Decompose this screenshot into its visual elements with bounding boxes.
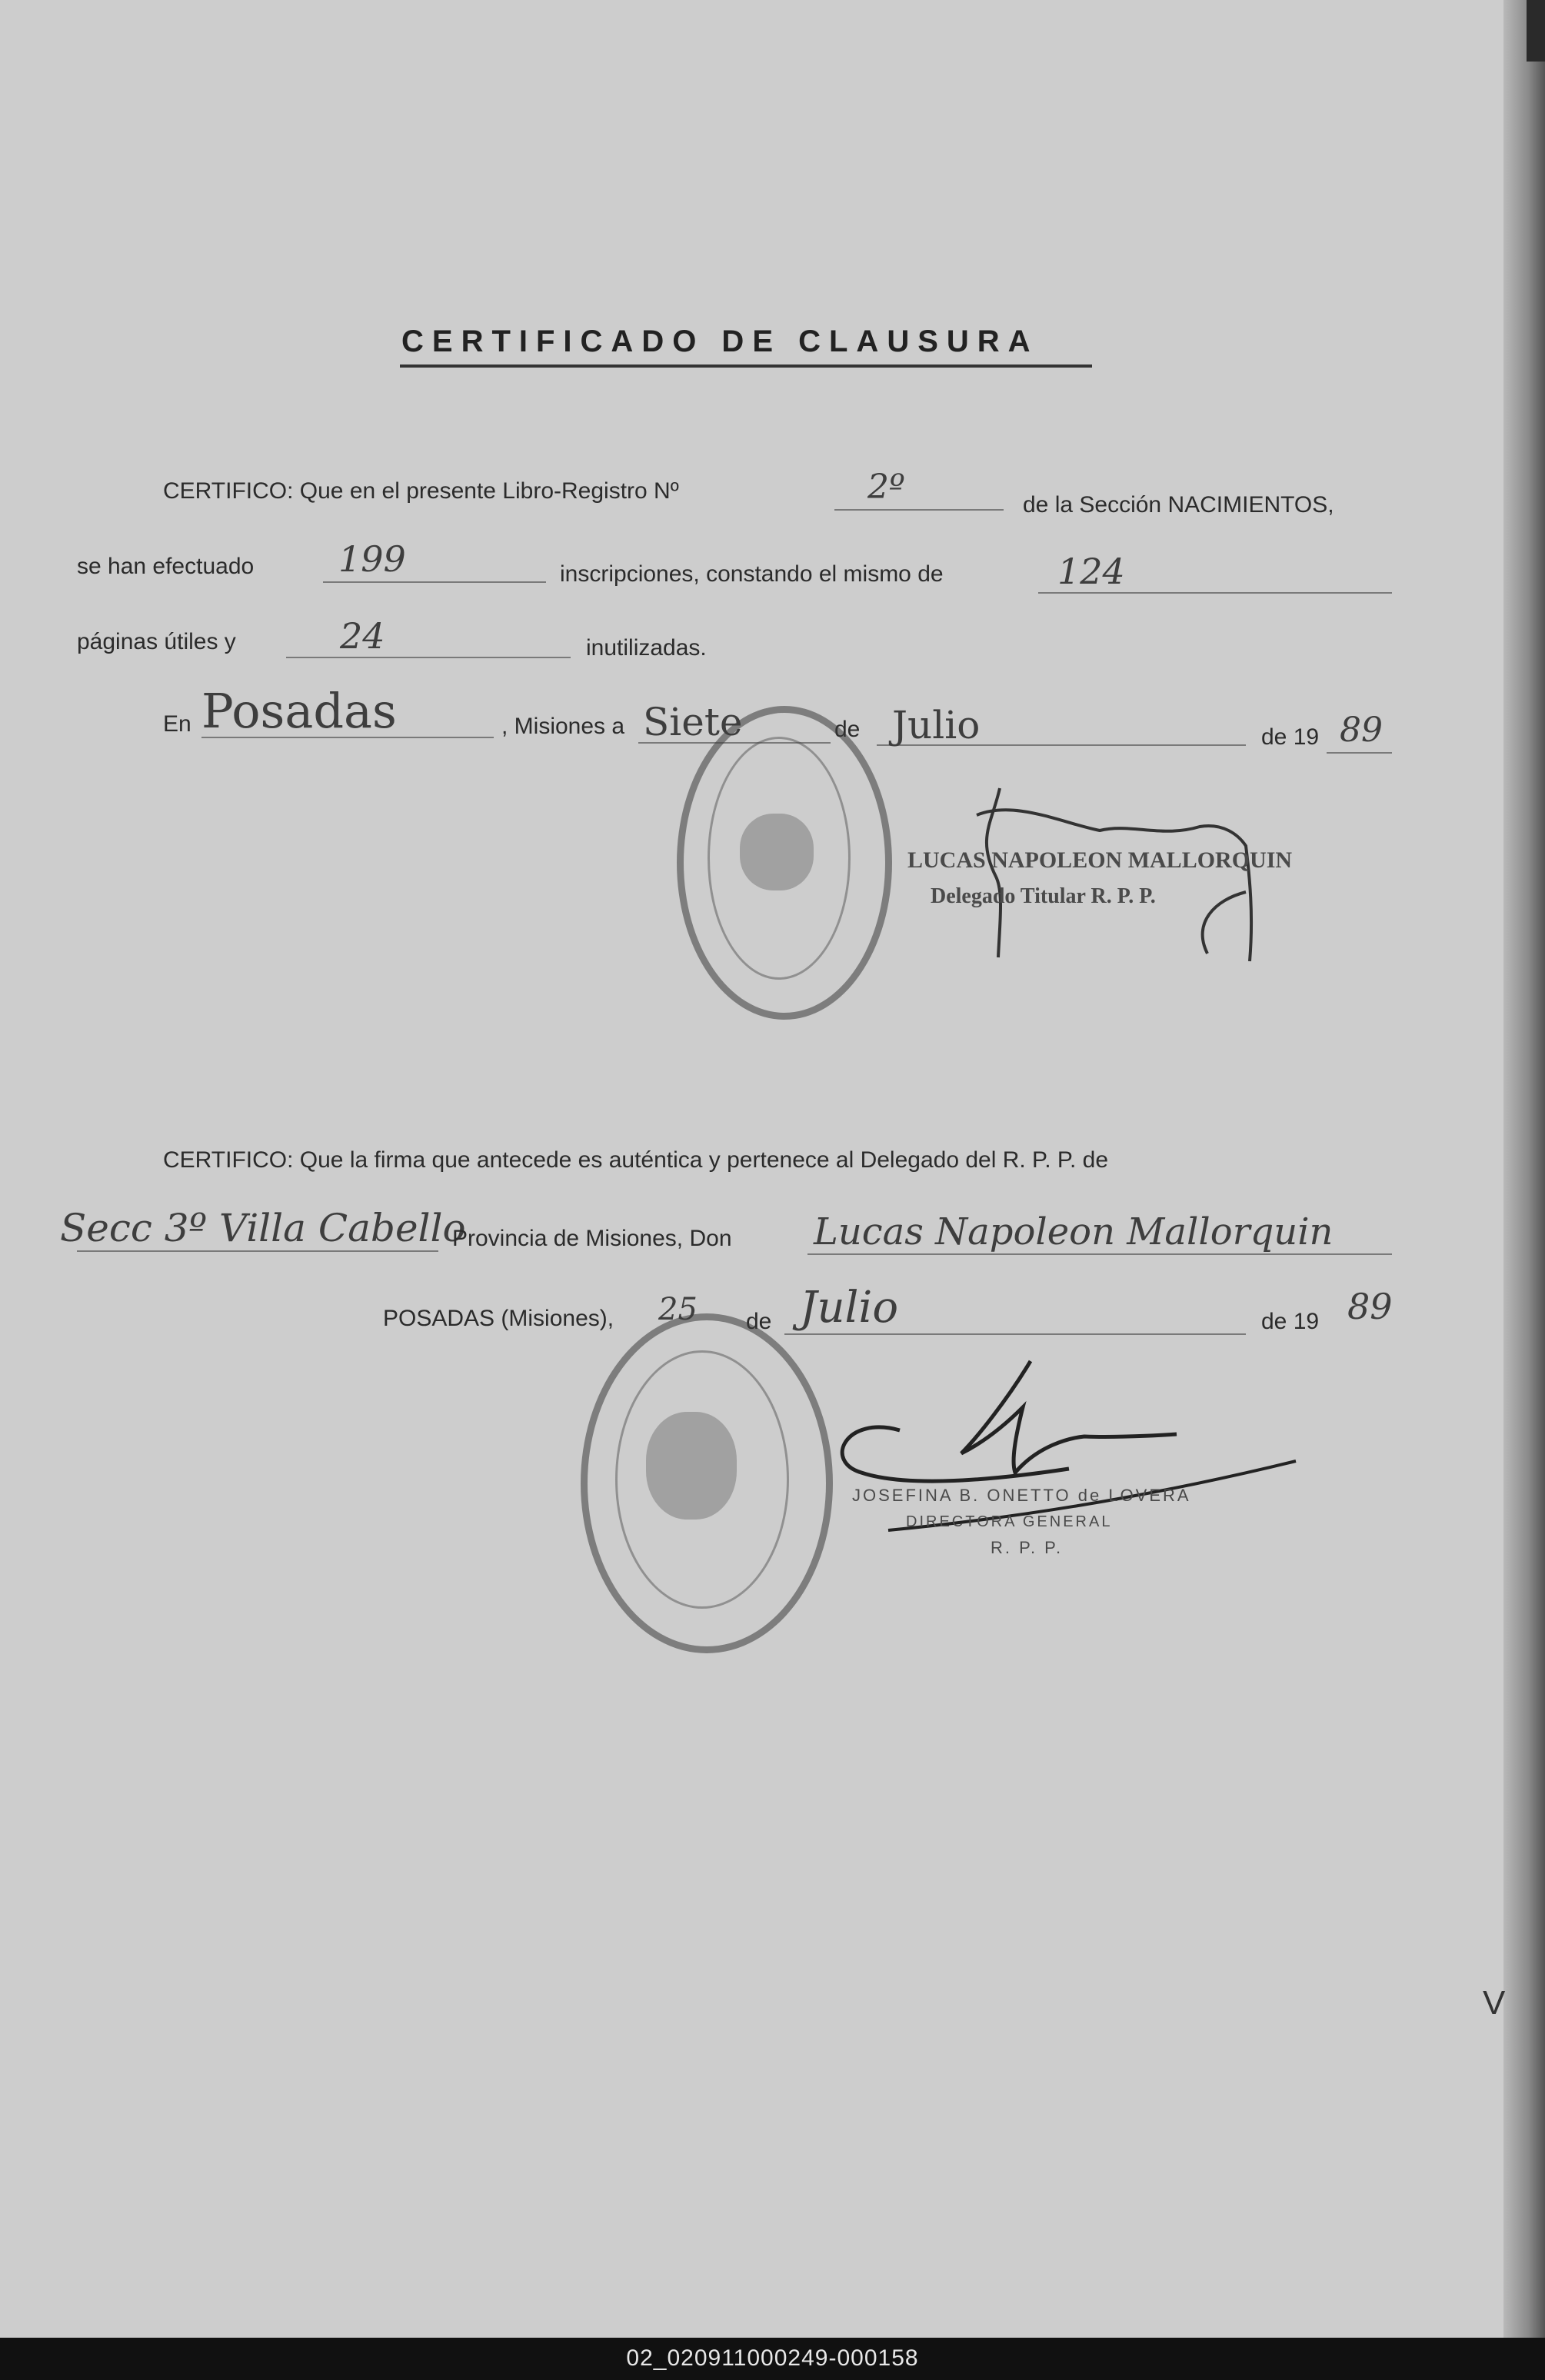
margin-mark: V xyxy=(1483,1984,1506,2022)
dia-value: Siete xyxy=(643,700,743,744)
legalizacion-line2-mid: Provincia de Misiones, Don xyxy=(452,1226,732,1251)
anio-value: 89 xyxy=(1340,711,1383,750)
seccion-value: Secc 3º Villa Cabello xyxy=(60,1206,466,1250)
coat-of-arms-icon xyxy=(646,1412,737,1520)
legalizacion-anio-prefix: de 19 xyxy=(1261,1309,1320,1334)
book-spine xyxy=(1503,0,1545,2338)
inscripciones-line xyxy=(323,581,546,583)
signatory-2-organism: R. P. P. xyxy=(991,1538,1064,1557)
signature-2 xyxy=(815,1346,1307,1569)
anio-line xyxy=(1327,752,1392,754)
paginas-utiles-line xyxy=(1038,592,1392,594)
signatory-1-name: LUCAS NAPOLEON MALLORQUIN xyxy=(907,847,1293,873)
legalizacion-de-label: de xyxy=(746,1309,772,1334)
lugar-value: Posadas xyxy=(201,683,397,739)
don-value: Lucas Napoleon Mallorquin xyxy=(814,1210,1334,1253)
libro-numero-value: 2º xyxy=(867,468,905,507)
clausura-line3-prefix: páginas útiles y xyxy=(77,629,236,654)
legalizacion-mes-value: Julio xyxy=(800,1283,899,1333)
legalizacion-dia-value: 25 xyxy=(658,1292,698,1327)
book-spine-shadow xyxy=(1527,0,1545,62)
clausura-line2-prefix: se han efectuado xyxy=(77,554,255,579)
coat-of-arms-icon xyxy=(740,814,814,890)
clausura-line1-prefix: CERTIFICO: Que en el presente Libro-Registro Nº xyxy=(163,478,679,504)
mes-value: Julio xyxy=(892,703,981,747)
signatory-2-title: DIRECTORA GENERAL xyxy=(906,1513,1113,1530)
clausura-line3-suffix: inutilizadas. xyxy=(586,635,707,661)
anio-prefix: de 19 xyxy=(1261,724,1320,750)
seccion-line xyxy=(77,1250,438,1252)
signatory-2-name: JOSEFINA B. ONETTO de LOVERA xyxy=(852,1486,1191,1505)
title-underline xyxy=(400,364,1092,368)
paginas-utiles-value: 124 xyxy=(1057,551,1125,592)
clausura-line1-suffix: de la Sección NACIMIENTOS, xyxy=(1023,492,1334,518)
libro-numero-line xyxy=(834,509,1004,511)
inutilizadas-line xyxy=(286,657,571,658)
signatory-1-title: Delegado Titular R. P. P. xyxy=(931,884,1156,908)
legalizacion-lugar-prefix: POSADAS (Misiones), xyxy=(383,1306,614,1331)
legalizacion-mes-line xyxy=(784,1333,1246,1335)
scan-file-id: 02_020911000249-000158 xyxy=(626,2345,919,2371)
dia-de-label: de xyxy=(834,717,861,742)
don-line xyxy=(807,1253,1392,1255)
legalizacion-anio-value: 89 xyxy=(1347,1286,1393,1327)
document-title: CERTIFICADO DE CLAUSURA xyxy=(401,325,1039,358)
lugar-prefix: En xyxy=(163,711,191,737)
lugar-mid: , Misiones a xyxy=(501,714,625,739)
inutilizadas-value: 24 xyxy=(340,615,385,657)
clausura-line2-mid: inscripciones, constando el mismo de xyxy=(560,561,944,587)
inscripciones-value: 199 xyxy=(338,538,406,580)
legalizacion-line1: CERTIFICO: Que la firma que antecede es auténtica y pertenece al Delegado del R. P. P. de xyxy=(163,1147,1109,1173)
